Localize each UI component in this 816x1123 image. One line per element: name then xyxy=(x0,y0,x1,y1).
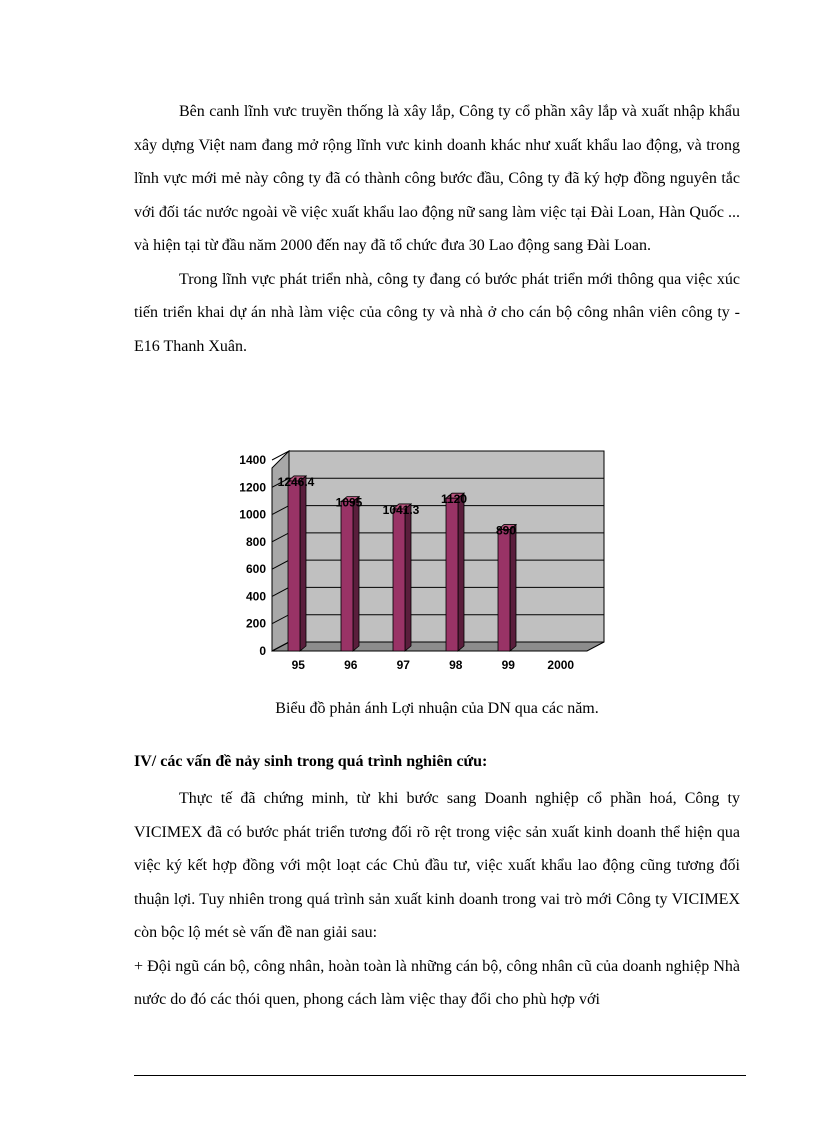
bar-side xyxy=(353,497,359,651)
paragraph: + Đội ngũ cán bộ, công nhân, hoàn toàn là những cán bộ, công nhân cũ của doanh nghiệp Nhà nước do đó các thói quen, phong cách làm việc thay đổi cho phù hợp với xyxy=(134,957,740,1008)
x-tick-label: 98 xyxy=(449,658,463,672)
paragraph: Bên canh lĩnh vưc truyền thống là xây lắp, Công ty cổ phần xây lắp và xuất nhập khẩu xây dựng Việt nam đang mở rộng lĩnh vưc kinh doanh khác như xuất khẩu lao động, và trong lĩnh vực mới mẻ này công ty đã có thành công bước đầu, Công ty đã ký hợp đồng nguyên tắc với đối tác nước ngoài về việc xuất khẩu lao động nữ sang làm việc tại Đài Loan, Hàn Quốc ... và hiện tại từ đầu năm 2000 đến nay đã tổ chức đưa 30 Lao động sang Đài Loan. xyxy=(134,103,740,254)
data-label: 1041.3 xyxy=(382,502,420,517)
data-label: 1246.4 xyxy=(277,474,315,489)
profit-chart-svg xyxy=(225,450,615,680)
bar-side xyxy=(405,504,411,651)
y-tick-label: 1400 xyxy=(239,453,266,467)
y-tick-label: 800 xyxy=(245,534,266,549)
y-tick-label: 1000 xyxy=(239,507,266,522)
chart-floor xyxy=(272,642,604,651)
footer-rule xyxy=(134,1075,746,1076)
data-label: 1095 xyxy=(335,495,363,510)
data-label: 890 xyxy=(495,523,517,538)
y-tick-label: 600 xyxy=(245,562,266,577)
bar xyxy=(446,498,458,651)
bar-side xyxy=(510,525,516,651)
paragraph: Trong lĩnh vực phát triển nhà, công ty đang có bước phát triển mới thông qua việc xúc tiến triển khai dự án nhà làm việc của công ty và nhà ở cho cán bộ công nhân viên công ty - E16 Thanh Xuân. xyxy=(134,270,740,355)
chart-caption: Biểu đồ phản ánh Lợi nhuận của DN qua các năm. xyxy=(275,700,599,717)
profit-chart xyxy=(225,450,615,680)
y-tick-label: 1200 xyxy=(239,480,266,495)
data-label: 1120 xyxy=(440,492,468,507)
y-tick-label: 200 xyxy=(245,616,266,631)
x-tick-label: 96 xyxy=(344,658,358,672)
bar-side xyxy=(458,493,464,651)
y-tick-label: 0 xyxy=(259,644,266,658)
x-tick-label: 99 xyxy=(501,658,515,672)
bar-side xyxy=(300,476,306,651)
intro-text xyxy=(134,95,740,363)
section-heading: IV/ các vấn đề nảy sinh trong quá trình nghiên cứu: xyxy=(134,753,488,770)
bar xyxy=(393,509,405,651)
paragraph: Thực tế đã chứng minh, từ khi bước sang Doanh nghiệp cổ phần hoá, Công ty VICIMEX đã có bước phát triển tương đối rõ rệt trong việc sản xuất kinh doanh thể hiện qua việc ký kết hợp đồng với một loạt các Chủ đầu tư, việc xuất khẩu lao động cũng tương đối thuận lợi. Tuy nhiên trong quá trình sản xuất kinh doanh trong vai trò mới Công ty VICIMEX còn bộc lộ mét sè vấn đề nan giải sau: xyxy=(134,790,740,941)
x-tick-label: 95 xyxy=(291,658,305,672)
y-tick-label: 400 xyxy=(245,589,266,604)
x-tick-label: 2000 xyxy=(547,658,575,672)
bar xyxy=(341,502,353,651)
bar xyxy=(498,530,510,651)
body-text xyxy=(134,782,740,1017)
x-tick-label: 97 xyxy=(396,658,410,672)
bar xyxy=(288,481,300,651)
